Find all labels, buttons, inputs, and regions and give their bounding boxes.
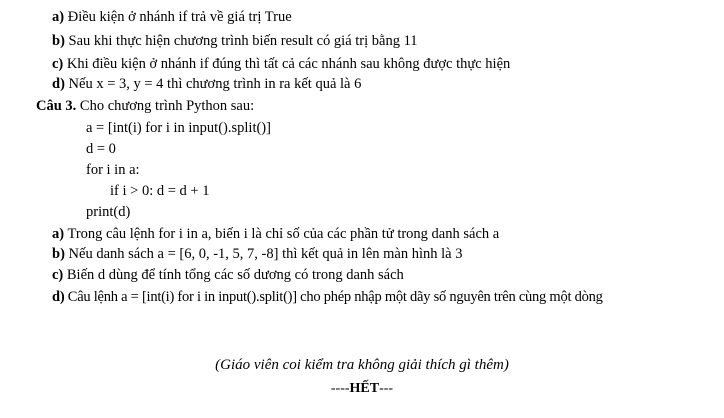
q3-item-a <box>52 225 499 243</box>
item-label: a) <box>52 226 65 242</box>
item-text: Nếu x = 3, y = 4 thì chương trình in ra kết quả là 6 <box>68 76 362 92</box>
item-label: b) <box>52 246 65 262</box>
item-text: Khi điều kiện ở nhánh if đúng thì tất cả các nhánh sau không được thực hiện <box>66 56 511 72</box>
q2-item-c <box>52 55 510 73</box>
item-text: Nếu danh sách a = [6, 0, -1, 5, 7, -8] thì kết quả in lên màn hình là 3 <box>68 246 463 262</box>
question-3-heading <box>36 97 254 115</box>
item-text: Câu lệnh a = [int(i) for i in input().split()] cho phép nhập một dãy số nguyên trên cùng một dòng <box>67 289 603 305</box>
q2-item-a <box>52 8 292 26</box>
item-label: b) <box>52 33 65 49</box>
item-label: c) <box>52 56 64 72</box>
item-label: d) <box>52 289 65 305</box>
q3-item-c <box>52 266 404 284</box>
item-text: Biến d dùng để tính tổng các số dương có trong danh sách <box>66 267 404 283</box>
code-line-3: for i in a: <box>86 162 140 178</box>
q2-item-b <box>52 32 418 50</box>
code-line-5: print(d) <box>86 204 131 220</box>
item-text: Trong câu lệnh for i in a, biến i là chỉ số của các phần tử trong danh sách a <box>67 226 500 242</box>
q3-item-d <box>52 288 603 306</box>
code-line-2: d = 0 <box>86 141 116 157</box>
closing-note: (Giáo viên coi kiểm tra không giải thích gì thêm) <box>215 357 509 373</box>
end-marker <box>0 381 724 397</box>
item-label: c) <box>52 267 64 283</box>
q2-item-d <box>52 75 361 93</box>
item-text: Sau khi thực hiện chương trình biến result có giá trị bằng 11 <box>68 33 418 49</box>
code-line-4: if i > 0: d = d + 1 <box>110 183 210 199</box>
question-text: Cho chương trình Python sau: <box>79 98 255 114</box>
end-suffix: --- <box>379 381 394 396</box>
item-text: Điều kiện ở nhánh if trả về giá trị True <box>67 9 292 25</box>
item-label: d) <box>52 76 65 92</box>
end-word: HẾT <box>349 381 380 396</box>
code-line-1: a = [int(i) for i in input().split()] <box>86 120 271 136</box>
end-prefix: ---- <box>330 381 350 396</box>
item-label: a) <box>52 9 65 25</box>
q3-item-b <box>52 245 462 263</box>
question-label: Câu 3. <box>36 98 77 114</box>
